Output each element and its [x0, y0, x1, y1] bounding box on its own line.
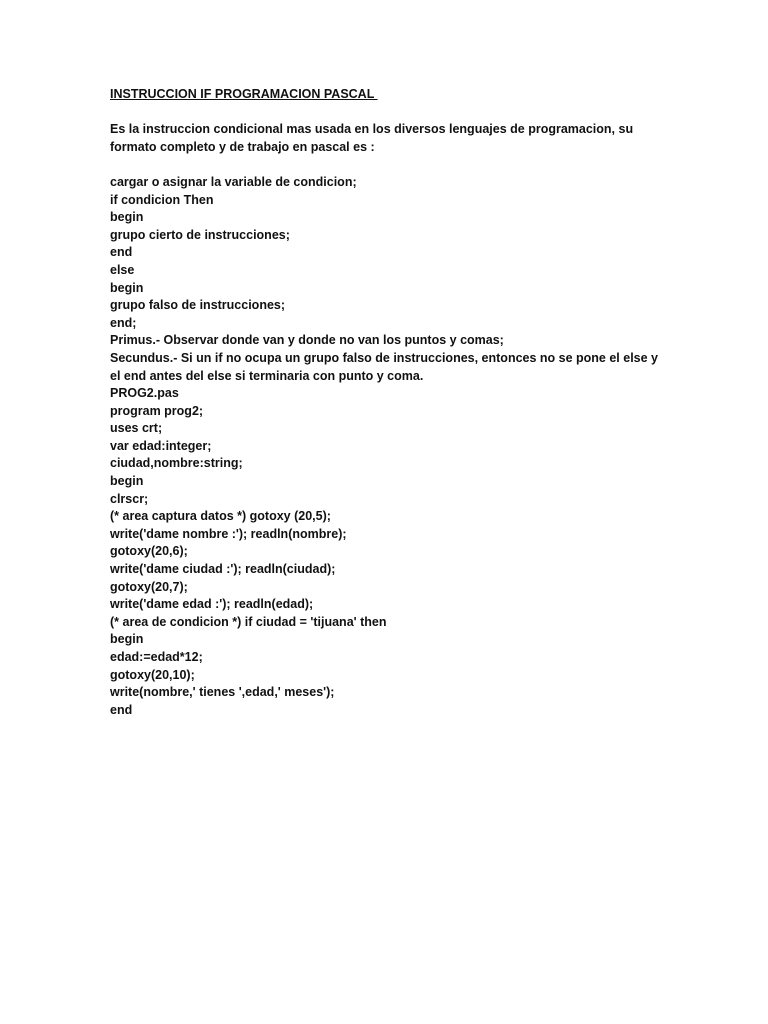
code-line: uses crt;: [110, 421, 163, 436]
code-line: (* area de condicion *) if ciudad = 'tijuana' then: [110, 614, 387, 629]
text-line: begin: [110, 210, 144, 225]
code-line: (* area captura datos *) gotoxy (20,5);: [110, 509, 331, 524]
code-line: gotoxy(20,7);: [110, 579, 188, 594]
text-line: else: [110, 262, 135, 277]
intro-paragraph: Es la instruccion condicional mas usada en los diversos lenguajes de programacion, su formato completo y de trabajo en pascal es :: [110, 122, 634, 154]
code-line: gotoxy(20,6);: [110, 544, 188, 559]
document-page: [110, 86, 710, 719]
code-line: var edad:integer;: [110, 438, 212, 453]
code-line: end: [110, 702, 133, 717]
text-line: begin: [110, 280, 144, 295]
code-line: edad:=edad*12;: [110, 650, 203, 664]
code-line: gotoxy(20,10);: [110, 667, 195, 682]
code-line: begin: [110, 474, 144, 489]
code-line: program prog2;: [110, 403, 204, 418]
text-line: end;: [110, 315, 137, 330]
text-line: grupo falso de instrucciones;: [110, 298, 286, 313]
text-line: end: [110, 245, 133, 260]
code-line: write('dame ciudad :'); readln(ciudad);: [110, 562, 336, 577]
code-line: write(nombre,' tienes ',edad,' meses');: [110, 685, 335, 700]
code-line: ciudad,nombre:string;: [110, 456, 243, 471]
document-title: INSTRUCCION IF PROGRAMACION PASCAL: [110, 87, 378, 101]
code-body: [110, 174, 710, 719]
program-filename: PROG2.pas: [110, 386, 179, 401]
text-line: grupo cierto de instrucciones;: [110, 227, 290, 242]
secundus-note: Secundus.- Si un if no ocupa un grupo falso de instrucciones, entonces no se pone el else y el end antes del else si terminaria con punto y coma.: [110, 350, 659, 383]
code-line: write('dame edad :'); readln(edad);: [110, 597, 314, 612]
text-line: if condicion Then: [110, 192, 214, 207]
code-line: write('dame nombre :'); readln(nombre);: [110, 526, 347, 541]
code-line: clrscr;: [110, 491, 149, 506]
primus-note: Primus.- Observar donde van y donde no van los puntos y comas;: [110, 333, 504, 348]
text-line: cargar o asignar la variable de condicion;: [110, 174, 357, 189]
code-line: begin: [110, 632, 144, 647]
